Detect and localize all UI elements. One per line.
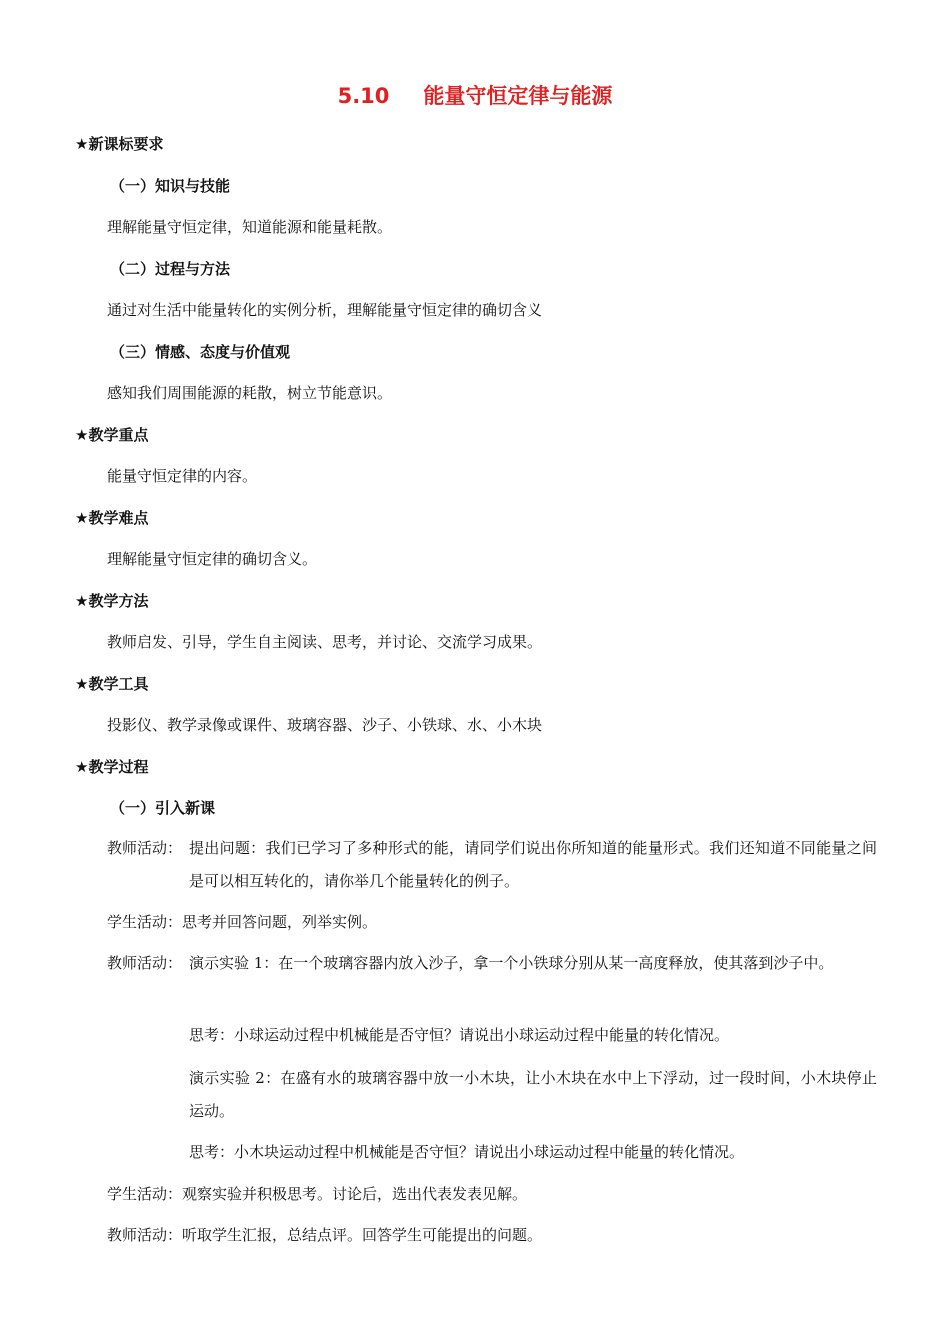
text-tools: 投影仪、教学录像或课件、玻璃容器、沙子、小铁球、水、小木块 xyxy=(107,716,543,734)
activity-text: 提出问题：我们已学习了多种形式的能，请同学们说出你所知道的能量形式。我们还知道不同能量之间是可以相互转化的，请你举几个能量转化的例子。 xyxy=(189,839,877,890)
experiment-2: 演示实验 2：在盛有水的玻璃容器中放一小木块，让小木块在水中上下浮动，过一段时间，小木块停止运动。 xyxy=(189,1069,877,1120)
text-method: 教师启发、引导，学生自主阅读、思考，并讨论、交流学习成果。 xyxy=(107,633,543,651)
text-difficulty: 理解能量守恒定律的确切含义。 xyxy=(107,550,318,568)
teacher-label: 教师活动： xyxy=(107,839,183,857)
heading-standards: ★新课标要求 xyxy=(75,135,164,153)
text-process: 通过对生活中能量转化的实例分析，理解能量守恒定律的确切含义 xyxy=(107,301,543,319)
think-2: 思考：小木块运动过程中机械能是否守恒？请说出小球运动过程中能量的转化情况。 xyxy=(189,1143,745,1161)
think-1: 思考：小球运动过程中机械能是否守恒？请说出小球运动过程中能量的转化情况。 xyxy=(189,1026,730,1044)
heading-method: ★教学方法 xyxy=(75,592,149,610)
activity-text: 观察实验并积极思考。讨论后，选出代表发表见解。 xyxy=(182,1185,528,1203)
teacher-label: 教师活动： xyxy=(107,954,183,972)
activity-text: 演示实验 1：在一个玻璃容器内放入沙子，拿一个小铁球分别从某一高度释放，使其落到沙子中。 xyxy=(189,954,834,972)
heading-emotion: （三）情感、态度与价值观 xyxy=(110,343,291,361)
student-label: 学生活动： xyxy=(107,1185,183,1203)
teacher-activity-3 xyxy=(107,1224,542,1246)
section-number: 5.10 xyxy=(337,84,390,108)
heading-tools: ★教学工具 xyxy=(75,675,149,693)
text-key-points: 能量守恒定律的内容。 xyxy=(107,467,258,485)
title-text: 能量守恒定律与能源 xyxy=(423,84,613,108)
text-knowledge: 理解能量守恒定律，知道能源和能量耗散。 xyxy=(107,218,393,236)
teacher-activity-1 xyxy=(107,832,877,898)
student-label: 学生活动： xyxy=(107,913,183,931)
heading-difficulty: ★教学难点 xyxy=(75,509,149,527)
activity-text: 思考并回答问题，列举实例。 xyxy=(182,913,378,931)
page-title xyxy=(0,82,950,110)
heading-teaching-process: ★教学过程 xyxy=(75,758,149,776)
heading-process: （二）过程与方法 xyxy=(110,260,231,278)
heading-key-points: ★教学重点 xyxy=(75,426,149,444)
student-activity-1 xyxy=(107,911,377,933)
text-emotion: 感知我们周围能源的耗散，树立节能意识。 xyxy=(107,384,393,402)
student-activity-2 xyxy=(107,1183,527,1205)
activity-text: 听取学生汇报，总结点评。回答学生可能提出的问题。 xyxy=(182,1226,543,1244)
heading-intro: （一）引入新课 xyxy=(110,799,216,817)
heading-knowledge: （一）知识与技能 xyxy=(110,177,231,195)
teacher-label: 教师活动： xyxy=(107,1226,183,1244)
teacher-activity-2 xyxy=(107,947,877,980)
